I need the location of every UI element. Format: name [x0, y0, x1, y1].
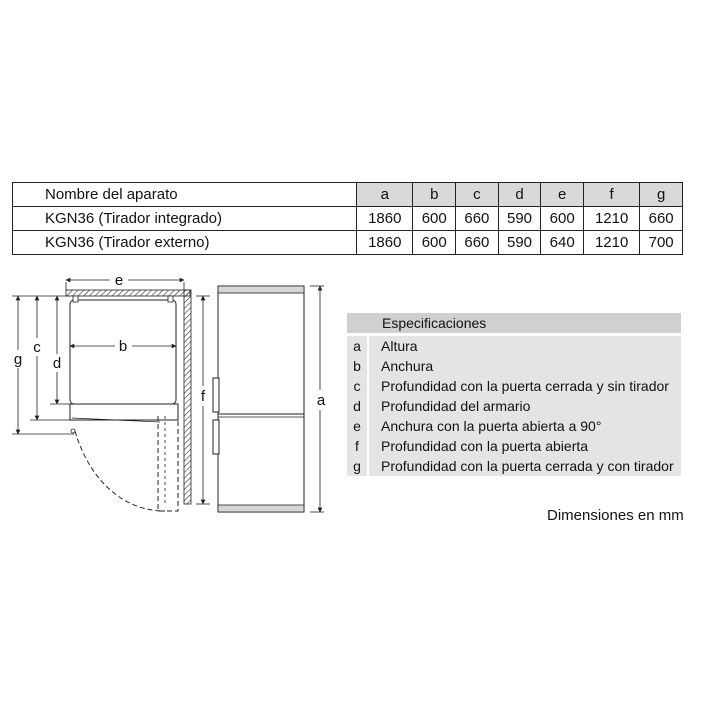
dimensions-table: [12, 182, 683, 255]
hinge-point: [71, 429, 75, 433]
value-cell: 660: [456, 231, 499, 255]
spec-item: [347, 436, 681, 456]
spec-desc: Anchura con la puerta abierta a 90°: [369, 416, 681, 436]
wall-right: [184, 290, 191, 504]
value-cell: 600: [413, 231, 456, 255]
table-row: [13, 207, 683, 231]
value-cell: 590: [498, 231, 541, 255]
spec-key: c: [347, 376, 367, 396]
label-c: c: [33, 339, 41, 356]
lower-handle: [213, 420, 219, 454]
spec-title: Especificaciones: [347, 313, 681, 333]
table-row: [13, 231, 683, 255]
spec-desc: Altura: [369, 336, 681, 356]
value-cell: 1210: [583, 207, 639, 231]
fridge-dimension-drawing: [0, 266, 340, 526]
spec-desc: Profundidad con la puerta cerrada y sin tirador: [369, 376, 681, 396]
specifications-legend: [347, 313, 681, 476]
spec-key: f: [347, 436, 367, 456]
value-cell: 600: [541, 207, 584, 231]
label-g: g: [13, 351, 23, 368]
header-col-c: c: [456, 183, 499, 207]
value-cell: 590: [498, 207, 541, 231]
spec-item: [347, 336, 681, 356]
header-col-f: f: [583, 183, 639, 207]
spec-item: [347, 376, 681, 396]
fridge-door-top: [70, 404, 178, 420]
label-e: e: [114, 272, 124, 289]
fridge-side-body: [218, 286, 304, 512]
spec-key: a: [347, 336, 367, 356]
value-cell: 660: [640, 207, 683, 231]
label-f: f: [200, 388, 206, 405]
label-b: b: [118, 338, 128, 355]
row-name-cell: KGN36 (Tirador externo): [13, 231, 357, 255]
value-cell: 1210: [583, 231, 639, 255]
value-cell: 1860: [357, 207, 413, 231]
wall-top: [66, 290, 190, 296]
spec-desc: Profundidad con la puerta cerrada y con tirador: [369, 456, 681, 476]
top-view: [12, 272, 191, 511]
spec-key: e: [347, 416, 367, 436]
header-col-g: g: [640, 183, 683, 207]
spec-desc: Profundidad del armario: [369, 396, 681, 416]
spec-item: [347, 456, 681, 476]
open-door-outline: [158, 416, 178, 511]
side-view: [196, 286, 326, 512]
value-cell: 600: [413, 207, 456, 231]
value-cell: 640: [541, 231, 584, 255]
spec-item: [347, 396, 681, 416]
header-name-cell: Nombre del aparato: [13, 183, 357, 207]
header-col-e: e: [541, 183, 584, 207]
spec-desc: Profundidad con la puerta abierta: [369, 436, 681, 456]
label-d: d: [52, 355, 62, 372]
upper-handle: [213, 378, 219, 412]
header-col-d: d: [498, 183, 541, 207]
header-col-a: a: [357, 183, 413, 207]
door-swing-arc: [75, 431, 165, 511]
table-header-row: [13, 183, 683, 207]
spec-key: d: [347, 396, 367, 416]
spec-key: g: [347, 456, 367, 476]
spec-item: [347, 356, 681, 376]
row-name-cell: KGN36 (Tirador integrado): [13, 207, 357, 231]
spec-item: [347, 416, 681, 436]
units-note: Dimensiones en mm: [547, 507, 684, 524]
header-col-b: b: [413, 183, 456, 207]
spec-desc: Anchura: [369, 356, 681, 376]
value-cell: 660: [456, 207, 499, 231]
value-cell: 1860: [357, 231, 413, 255]
label-a: a: [316, 392, 326, 409]
value-cell: 700: [640, 231, 683, 255]
spec-key: b: [347, 356, 367, 376]
